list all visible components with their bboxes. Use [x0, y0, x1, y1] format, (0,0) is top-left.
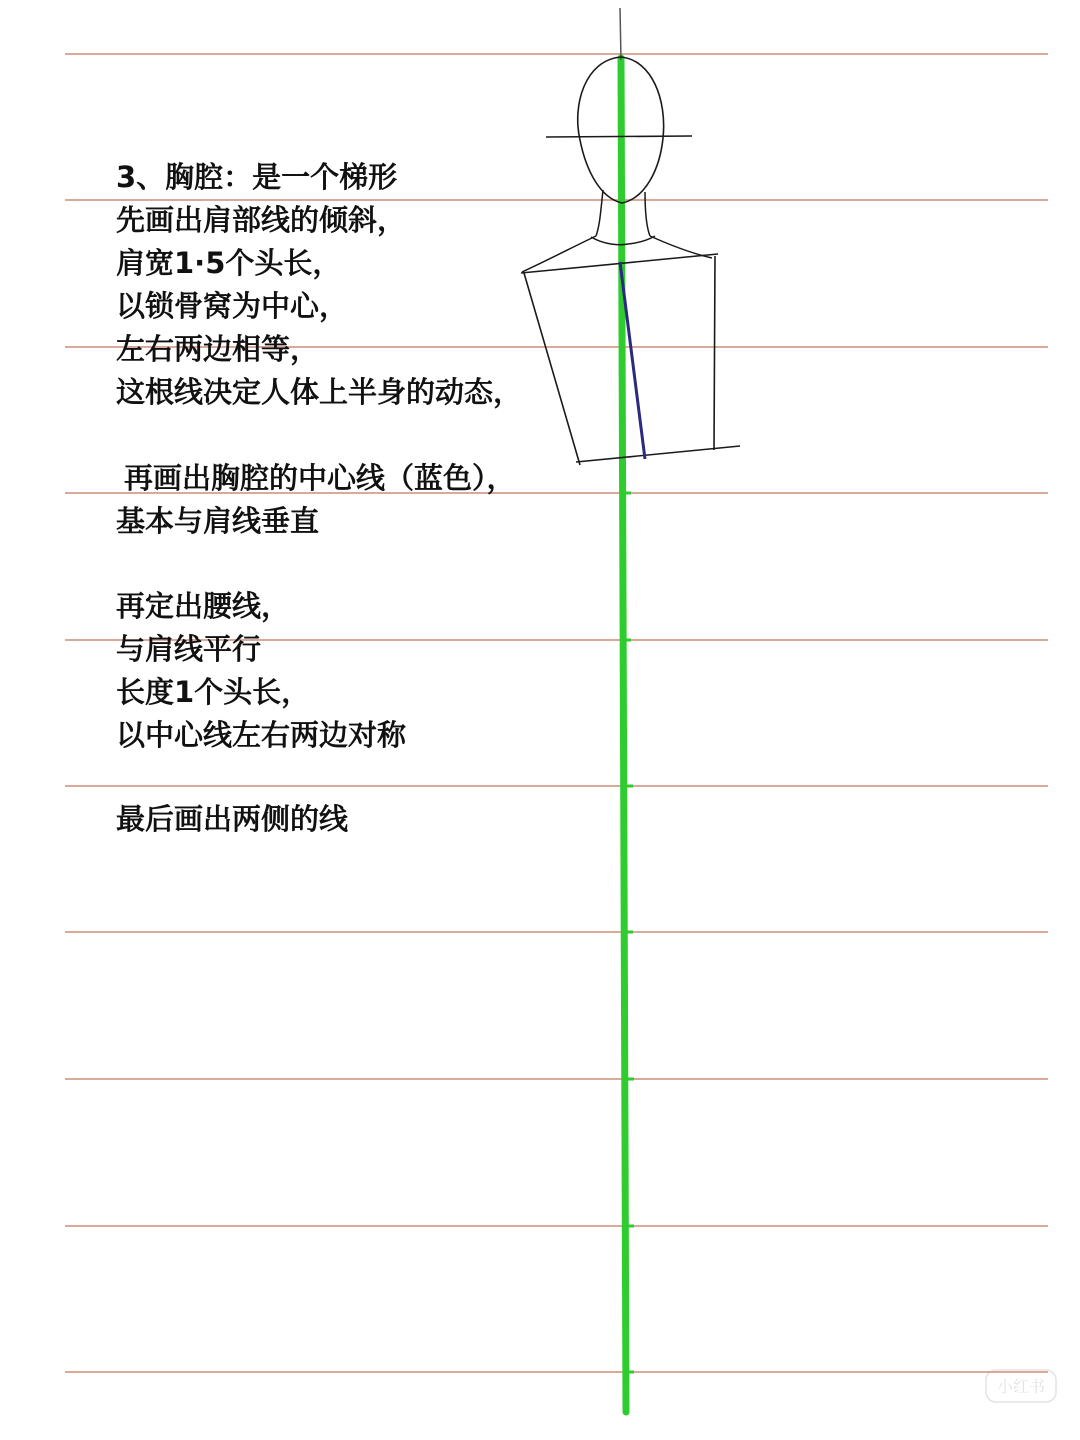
- text-line: 与肩线平行: [116, 632, 262, 666]
- text-line: 再定出腰线，: [116, 589, 291, 623]
- text-line: 以锁骨窝为中心，: [116, 289, 349, 323]
- text-line: 左右两边相等，: [116, 332, 320, 366]
- body-center-line: [621, 58, 626, 1412]
- text-line: 基本与肩线垂直: [116, 504, 320, 538]
- text-line: 长度1个头长，: [116, 675, 311, 709]
- neck-sketch: [522, 190, 712, 272]
- text-line: 最后画出两侧的线: [116, 802, 349, 836]
- text-line: 再画出胸腔的中心线（蓝色），: [124, 461, 516, 495]
- text-line: 这根线决定人体上半身的动态，: [116, 375, 523, 409]
- chest-trapezoid: [521, 254, 740, 465]
- watermark-logo: [986, 1370, 1056, 1402]
- watermark-text: 小红书: [996, 1377, 1046, 1396]
- text-line: 以中心线左右两边对称: [116, 718, 407, 752]
- top-tick: [620, 8, 621, 60]
- text-line: 3、胸腔：是一个梯形: [116, 160, 398, 194]
- text-line: 先画出肩部线的倾斜，: [116, 203, 407, 237]
- text-line: 肩宽1·5个头长，: [116, 246, 342, 280]
